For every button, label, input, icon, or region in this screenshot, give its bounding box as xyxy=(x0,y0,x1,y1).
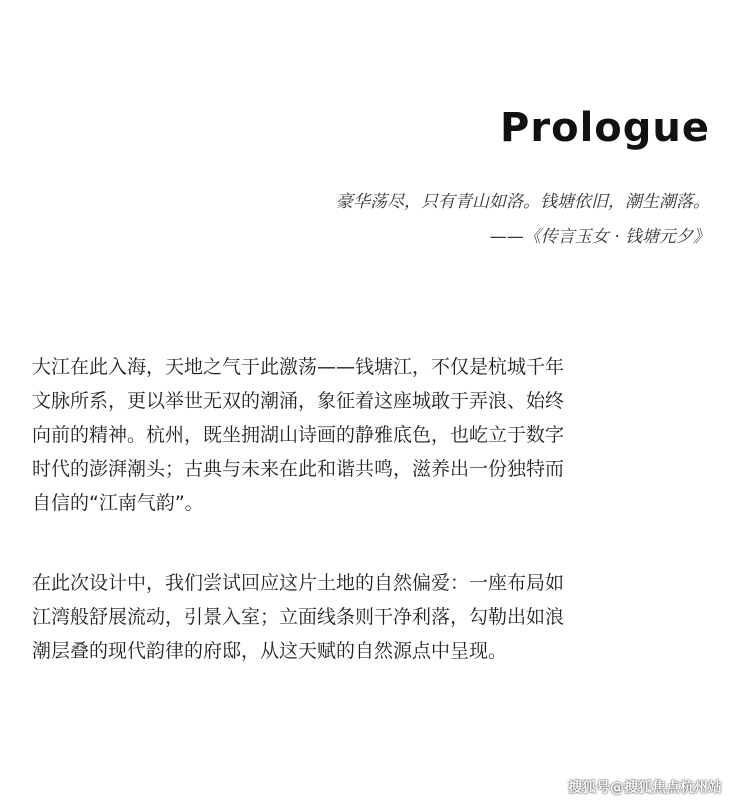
epigraph-source: ——《传言玉女 · 钱塘元夕》 xyxy=(489,227,710,247)
paragraph-line: 江湾般舒展流动，引景入室；立面线条则干净利落，勾勒出如浪 xyxy=(32,606,565,628)
epigraph-line-1: 豪华荡尽，只有青山如洛。钱塘依旧，潮生潮落。 xyxy=(336,192,710,212)
paragraph-line: 潮层叠的现代韵律的府邸，从这天赋的自然源点中呈现。 xyxy=(32,640,508,662)
paragraph-line: 向前的精神。杭州，既坐拥湖山诗画的静雅底色，也屹立于数字 xyxy=(32,424,565,446)
paragraph-line: 大江在此入海，天地之气于此激荡——钱塘江，不仅是杭城千年 xyxy=(32,356,565,378)
body-paragraph-2 xyxy=(32,566,712,668)
paragraph-line: 文脉所系，更以举世无双的潮涌，象征着这座城敢于弄浪、始终 xyxy=(32,390,565,412)
watermark: 搜狐号@搜狐焦点杭州站 xyxy=(568,780,722,796)
paragraph-line: 时代的澎湃潮头；古典与未来在此和谐共鸣，滋养出一份独特而 xyxy=(32,458,565,480)
body-paragraph-1 xyxy=(32,350,712,520)
page-title: Prologue xyxy=(500,105,710,151)
paragraph-line: 自信的“江南气韵”。 xyxy=(32,492,204,514)
paragraph-line: 在此次设计中，我们尝试回应这片土地的自然偏爱：一座布局如 xyxy=(32,572,565,594)
